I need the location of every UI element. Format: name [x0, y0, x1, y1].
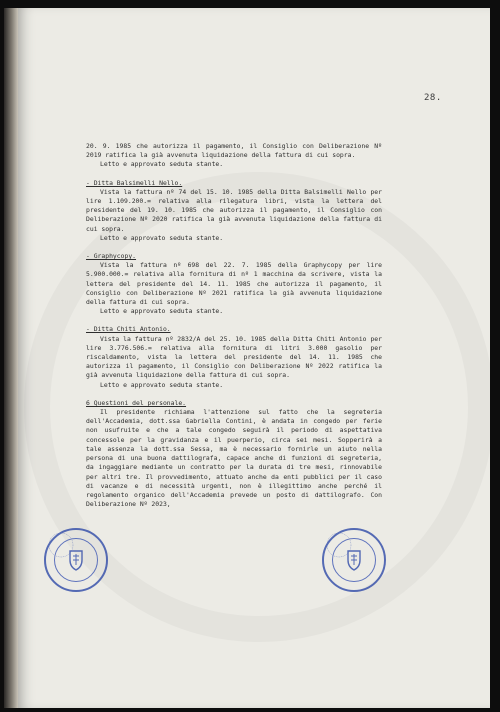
approval-note: Letto e approvato seduta stante.	[100, 233, 224, 242]
paragraph-gap	[86, 243, 382, 252]
section-heading: - Ditta Balsimelli Nello.	[86, 178, 183, 187]
book-spine	[4, 8, 18, 708]
paragraph-gap	[86, 316, 382, 325]
body-paragraph: 20. 9. 1985 che autorizza il pagamento, il Consiglio con Deliberazione Nº 2019 ratifica la già avvenuta liquidazione della fattura di cui sopra.	[86, 142, 382, 160]
seal-ring-icon	[324, 530, 354, 560]
document-body	[86, 142, 382, 509]
section-heading: - Ditta Chiti Antonio.	[86, 325, 171, 334]
approval-note: Letto e approvato seduta stante.	[100, 307, 224, 316]
seal-ring-icon	[46, 530, 76, 560]
academy-seal-right	[322, 528, 386, 592]
section-heading: - Graphycopy.	[86, 252, 137, 261]
body-paragraph: Vista la fattura nº 74 del 15. 10. 1985 della Ditta Balsimelli Nello per lire 1.109.200.= relativa alla rilegatura libri, vista la lettera del presidente del 19. 10. 1985 che autorizza il pagamento, il Consiglio con Deliberazione Nº 2020 ratifica la già avvenuta liquidazione della fattura di cui sopra.	[86, 187, 382, 233]
approval-note: Letto e approvato seduta stante.	[100, 380, 224, 389]
paragraph-gap	[86, 390, 382, 399]
paragraph-gap	[86, 170, 382, 179]
page-number: 28.	[424, 93, 442, 103]
body-paragraph: Il presidente richiama l'attenzione sul fatto che la segreteria dell'Accademia, dott.ssa Gabriella Contini, è andata in congedo per ferie non usufruite e che a tale congedo seguirà il periodo di aspettativa concessole per la gravidanza e il puerperio, circa sei mesi. Sopperirà a tale assenza la dott.ssa Sessa, ma è necessario fornirle un aiuto nella persona di una buona dattilografa, capace anche di funzioni di segreteria, da ingaggiare mediante un contratto per la durata di tre mesi, rinnovabile per altri tre. Il provvedimento, attuato anche da enti pubblici per il caso di vacanze e di necessità urgenti, non è illegittimo anche perché il regolamento organico dell'Accademia prevede un posto di dattilografo. Con Deliberazione Nº 2023,	[86, 408, 382, 509]
section-heading: 6 Questioni del personale.	[86, 398, 187, 407]
body-paragraph: Vista la fattura nº 698 del 22. 7. 1985 della Graphycopy per lire 5.900.000.= relativa alla fornitura di nº 1 macchina da scrivere, vista la lettera del presidente del 14. 11. 1985 che autorizza il pagamento, il Consiglio con Deliberazione Nº 2021 ratifica la già avvenuta liquidazione della fattura di cui sopra.	[86, 261, 382, 307]
academy-seal-left	[44, 528, 108, 592]
approval-note: Letto e approvato seduta stante.	[100, 160, 224, 169]
body-paragraph: Vista la fattura nº 2832/A del 25. 10. 1985 della Ditta Chiti Antonio per lire 3.776.506.= relativa alla fornitura di litri 3.000 gasolio per riscaldamento, vista la lettera del presidente del 14. 11. 1985 che autorizza il pagamento, il Consiglio con Deliberazione Nº 2022 ratifica la già avvenuta liquidazione della fattura di cui sopra.	[86, 334, 382, 380]
